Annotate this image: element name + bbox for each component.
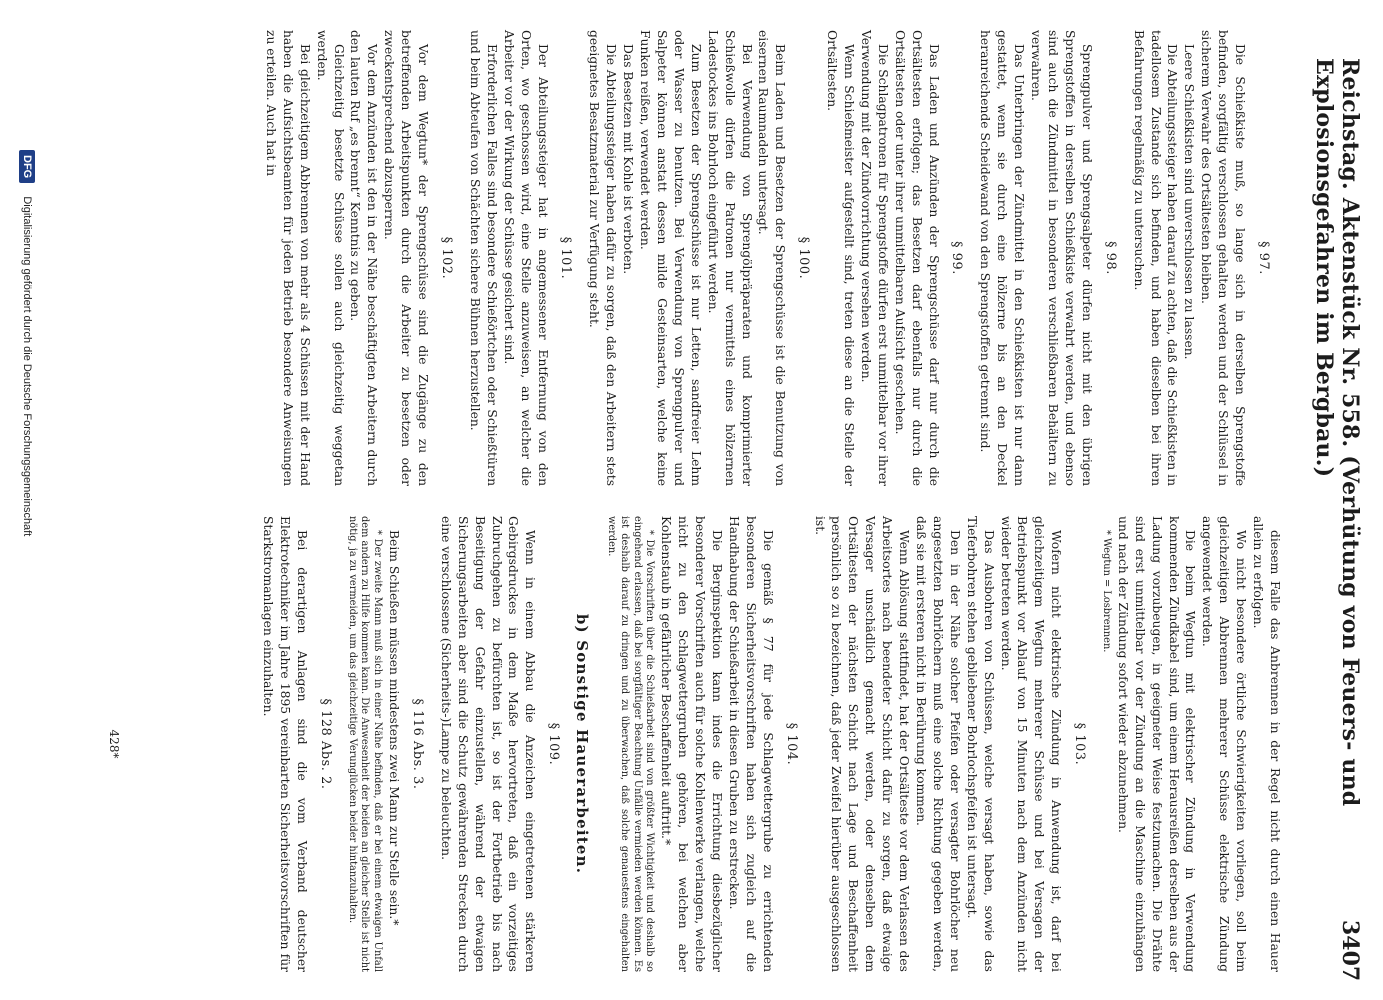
footnote: * Wegtun = Losbrennen.: [1100, 530, 1112, 653]
digitization-credit: [14, 150, 38, 1000]
paragraph: diesem Falle das Anbrennen in der Regel nicht durch einen Hauer allein zu erfolgen.: [1251, 516, 1282, 972]
paragraph: Sprengpulver und Sprengsalpeter dürfen nicht mit den übrigen Sprengstoffen in derselben Schießkiste verwahrt werden, und ebenso sind auch die Zündmittel in besonderen verschließbaren Behältern zu verwahren.: [1029, 30, 1094, 486]
paragraph: Erforderlichen Falles sind besondere Schießörtchen oder Schießtüren und beim Abteufen von Schächten sichere Bühnen herzustellen.: [467, 30, 499, 486]
paragraph: Das Laden und Anzünden der Sprengschüsse darf nur durch die Ortsältesten erfolgen; das Besetzen darf ebenfalls nur durch die Ortsältesten oder unter ihrer unmittelbaren Aufsicht geschehen.: [892, 30, 941, 486]
paragraph: Das Besetzen mit Kohle ist verboten.: [621, 44, 636, 275]
page-running-title: Reichstag. Aktenstück Nr. 558. (Verhütung von Feuers- und Explosionsgefahren im Bergbau.): [1311, 58, 1363, 807]
paragraph: Beim Schießen müssen mindestens zwei Mann zur Stelle sein.*: [387, 530, 402, 926]
section-number: § 98.: [1102, 241, 1118, 275]
paragraph: Bei derartigen Anlagen sind die vom Verband deutscher Elektrotechniker im Jahre 1895 vereinbarten Sicherheitsvorschriften für Starkstromanlagen einzuhalten.: [261, 516, 309, 972]
left-column: [262, 30, 1283, 486]
paragraph: Wenn Schießmeister aufgestellt sind, treten diese an die Stelle der Ortsältesten.: [825, 30, 857, 486]
section-number: § 99.: [949, 241, 965, 275]
section-number: § 97.: [1256, 241, 1271, 275]
section-number: § 104.: [783, 722, 799, 766]
paragraph: Die Schießkiste muß, so lange sich in derselben Sprengstoffe befinden, sorgfältig verschlossen gehalten werden und der Schlüssel in sicherem Verwahr des Ortsältesten bleiben.: [1199, 30, 1248, 486]
dfg-logo: DFG: [20, 150, 36, 183]
paragraph: Wenn Ablösung stattfindet, hat der Ortsälteste vor dem Verlassen des Arbeitsortes nach beendeter Schicht dafür zu sorgen, daß etwaige Versager unschädlich gemacht werden, oder denselben dem Ortsältesten der nächsten Schicht nach Lage und Beschaffenheit persönlich so zu bezeichnen, daß jeder Zweifel hierüber ausgeschlossen ist.: [812, 516, 912, 972]
paragraph: Gleichzeitig besetzte Schüsse sollen auch gleichzeitig weggetan werden.: [314, 30, 346, 486]
paragraph: Die Schlagpatronen für Sprengstoffe dürfen erst unmittelbar vor ihrer Verwendung mit der Zündvorrichtung versehen werden.: [858, 30, 890, 486]
paragraph: Bei gleichzeitigem Abbrennen von mehr als 4 Schüssen mit der Hand haben die Aufsichtsbeamten für jeden Betrieb besondere Anweisungen zu erteilen. Auch hat in: [263, 30, 312, 486]
paragraph: Wenn in einem Abbau die Anzeichen eingetretenen stärkeren Gebirgsdruckes in dem Maße hervortreten, daß ein vorzeitiges Zubruchgehen zu befürchten ist, so ist der Fortbetrieb bis nach Beseitigung der Gefahr einzustellen, während der etwaigen Sicherungsarbeiten aber sind die Schutz gewährenden Strecken durch eine verschlossene (Sicherheits-)Lampe zu beleuchten.: [438, 516, 538, 972]
section-number: § 116 Abs. 3.: [409, 698, 425, 790]
paragraph: Beim Laden und Besetzen der Sprengschüsse ist die Benutzung von eisernen Raumnadeln untersagt.: [756, 30, 788, 486]
paragraph: Die Abteilungssteiger haben darauf zu achten, daß die Schießkisten in tadellosem Zustande sich befinden, und haben dieselben bei ihren Befahrungen regelmäßig zu untersuchen.: [1131, 30, 1180, 486]
paragraph: Bei Verwendung von Sprengölpräparaten und komprimierter Schießwolle dürfen die Patronen nur vermittels eines hölzernen Ladestockes ins Bohrloch eingeführt werden.: [705, 30, 754, 486]
section-number: § 109.: [546, 722, 562, 766]
paragraph: Die Berginspektion kann indes die Errichtung diesbezüglicher besonderer Vorschriften auch für solche Kohlenwerke verlangen, welche nicht zu den Schlagwettergruben gehören, bei welchen aber Kohlenstaub in gefährlicher Beschaffenheit auftritt.*: [659, 516, 725, 972]
section-number: § 128 Abs. 2.: [317, 698, 333, 790]
section-number: § 102.: [439, 236, 455, 280]
section-title: b) Sonstige Hauerarbeiten.: [573, 613, 592, 875]
paragraph: Wofern nicht elektrische Zündung in Anwendung ist, darf bei gleichzeitigem Wegtun mehrerer Schüsse und bei Versagen der Betriebspunkt vor Ablauf von 15 Minuten nach dem Anzünden nicht wieder betreten werden.: [998, 516, 1064, 972]
paragraph: Das Ausbohren von Schüssen, welche versagt haben, sowie das Tieferbohren stehen gebliebener Bohrlochspfeifen ist untersagt.: [964, 516, 996, 972]
paragraph: Leere Schießkisten sind unverschlossen zu lassen.: [1182, 44, 1197, 360]
paragraph: Das Unterbringen der Zündmittel in den Schießkisten ist nur dann gestattet, wenn sie durch eine hölzerne bis an den Deckel heranreichende Scheidewand von den Sprengstoffen getrennt sind.: [978, 30, 1027, 486]
section-number: § 101.: [558, 236, 574, 280]
footnote: * Die Vorschriften über die Schießarbeit sind von größter Wichtigkeit und deshalb so eingehend erlassen, daß bei sorgfältiger Beachtung Unfälle vermieden werden können. Es ist deshalb darauf zu dringen und zu überwachen, daß solche genauestens eingehalten werden.: [606, 516, 656, 972]
footnote: * Der zweite Mann muß sich in einer Nähe befinden, daß er bei einem etwaigen Unfall dem andern zu Hilfe kommen kann. Die Anwesenheit der beiden an gleicher Stelle ist nicht nötig, ja zu vermeiden, um das gleichzeitige Verunglücken beider hintanzuhalten.: [346, 516, 384, 972]
paragraph: Die beim Wegtun mit elektrischer Zündung in Verwendung kommenden Zündkabel sind, um einem Herausreißen derselben aus der Ladung vorzubeugen, in geeigneter Weise festzumachen. Die Drähte sind erst unmittelbar vor der Zündung an die Maschine einzuhängen und nach der Zündung sofort wieder abzunehmen.: [1115, 516, 1198, 972]
credit-text: Digitalisierung gefördert durch die Deutsche Forschungsgemeinschaft: [21, 196, 34, 537]
paragraph: Vor dem Wegtun* der Sprengschüsse sind die Zugänge zu den betreffenden Arbeitspunkten durch die Arbeiter zu besetzen oder zweckentsprechend abzusperren.: [382, 30, 431, 486]
right-column: [259, 516, 1283, 972]
paragraph: Die gemäß § 77 für jede Schlagwettergrube zu errichtenden besonderen Sicherheitsvorschriften haben sich zugleich auf die Handhabung der Schießarbeit in diesen Gruben zu erstrecken.: [726, 516, 775, 972]
section-number: § 100.: [796, 236, 812, 280]
page-signature: 428*: [107, 729, 121, 759]
paragraph: Wo nicht besondere örtliche Schwierigkeiten vorliegen, soll beim gleichzeitigen Abbrennen mehrerer Schüsse elektrische Zündung angewendet werden.: [1200, 516, 1249, 972]
page-number: 3407: [1337, 920, 1363, 982]
paragraph: Die Abteilungssteiger haben dafür zu sorgen, daß den Arbeitern stets geeignetes Besatzmaterial zur Verfügung steht.: [587, 30, 619, 486]
paragraph: Vor dem Anzünden ist den in der Nähe beschäftigten Arbeitern durch den lauten Ruf „es brennt“ Kenntnis zu geben.: [348, 30, 380, 486]
paragraph: Zum Besetzen der Sprengschüsse ist nur Letten, sandfreier Lehm oder Wasser zu benutzen. Bei Verwendung von Sprengpulver und Salpeter können anstatt dessen milde Gesteinsarten, welche keine Funken reißen, verwendet werden.: [638, 30, 703, 486]
paragraph: Den in der Nähe solcher Pfeifen oder versagter Bohrlöcher neu angesetzten Bohrlöchern muß eine solche Richtung gegeben werden, daß sie mit ersteren nicht in Berührung kommen.: [913, 516, 962, 972]
paragraph: Der Abteilungssteiger hat in angemessener Entfernung von den Orten, wo geschossen wird, eine Stelle anzuweisen, an welcher die Arbeiter vor der Wirkung der Schüsse gesichert sind.: [501, 30, 550, 486]
section-number: § 103.: [1072, 722, 1088, 766]
page-header: [1299, 0, 1383, 1000]
